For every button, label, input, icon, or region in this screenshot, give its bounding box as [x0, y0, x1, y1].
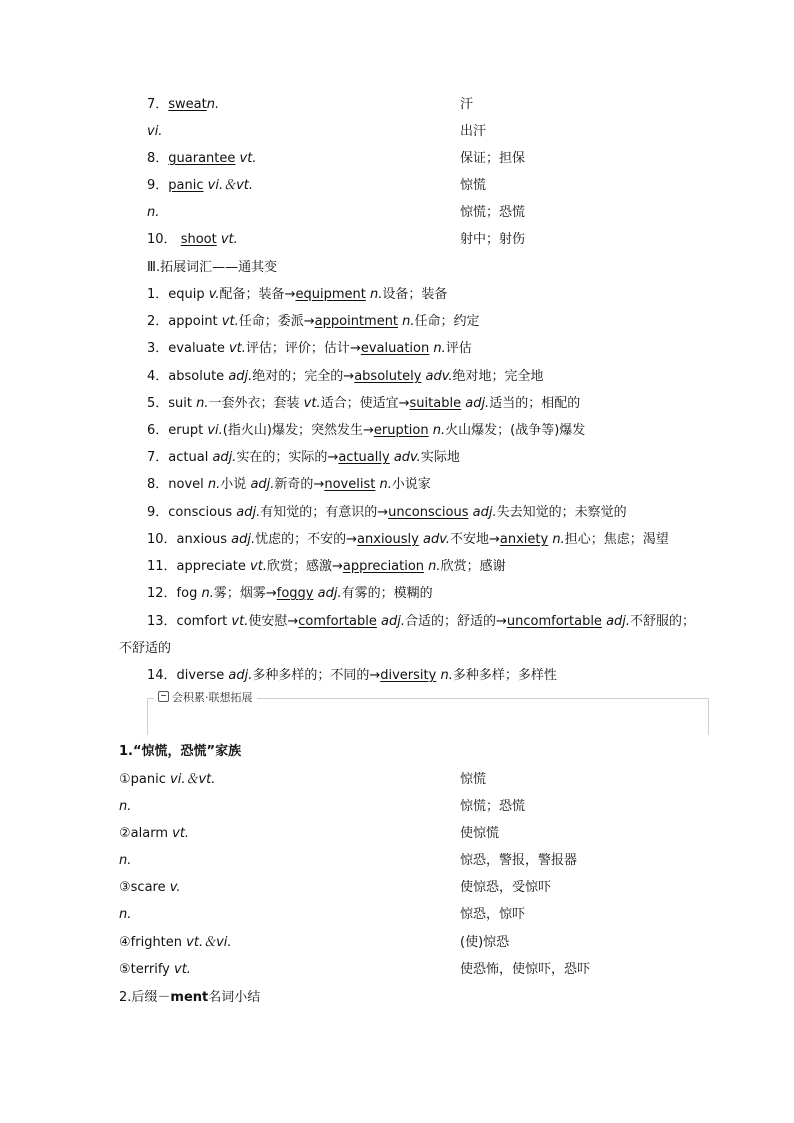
family-meaning: 惊慌；恐慌 [460, 799, 526, 814]
item-number: 9． [147, 505, 169, 520]
box-label-text: 会积累·联想拓展 [172, 691, 253, 704]
extension-row [0, 502, 794, 524]
family-meaning: 惊恐，警报，警报器 [460, 853, 578, 868]
base-word: suit [168, 396, 197, 411]
item-marker: ④ [119, 935, 131, 950]
arrow-icon: → [349, 341, 361, 356]
extension-entry [147, 393, 580, 415]
derived-word: comfortable [298, 614, 377, 629]
vocab-row [0, 121, 794, 143]
extension-row [0, 529, 794, 551]
family-entry [119, 877, 181, 899]
derived-word: anxiety [499, 532, 549, 547]
vocab-word: sweat [168, 97, 207, 112]
family-word: panic [130, 772, 171, 787]
family-meaning: 使惊慌 [460, 826, 500, 841]
item-marker: ② [119, 826, 131, 841]
extension-entry [147, 611, 695, 633]
word-meaning: 评估 [445, 341, 472, 356]
extension-entry [147, 366, 544, 388]
vocab-meaning: 射中；射伤 [460, 232, 526, 247]
word-meaning: 合适的；舒适的 [404, 614, 496, 629]
vocab-entry [147, 229, 238, 251]
arrow-icon: → [343, 369, 355, 384]
arrow-icon: → [331, 559, 343, 574]
word-meaning: 使安慰 [248, 614, 288, 629]
item-number: 1． [147, 287, 169, 302]
word-meaning: 有知觉的；有意识的 [260, 505, 378, 520]
part-of-speech: vt. [231, 614, 249, 629]
extension-row [0, 393, 794, 415]
suffix-title [119, 987, 260, 1009]
part-of-speech: vt. [303, 396, 321, 411]
vocab-meaning: 汗 [460, 97, 474, 112]
item-number: 14． [147, 668, 177, 683]
item-number: 8． [147, 477, 169, 492]
family-word: terrify [130, 962, 174, 977]
part-of-speech: adv. [389, 450, 421, 465]
item-number: 2． [147, 314, 169, 329]
vocab-entry [147, 94, 219, 116]
derived-word: evaluation [360, 341, 430, 356]
vocab-row [0, 175, 794, 197]
part-of-speech: adj. [461, 396, 490, 411]
family-entry [119, 769, 215, 791]
part-of-speech: n. [119, 799, 132, 814]
item-marker: ⑤ [119, 962, 131, 977]
item-number: 6． [147, 423, 169, 438]
arrow-icon: → [369, 668, 381, 683]
extension-entry [147, 338, 472, 360]
box-label [154, 690, 257, 706]
arrow-icon: → [313, 477, 325, 492]
extension-entry [147, 474, 431, 496]
family-row [0, 796, 794, 818]
arrow-icon: → [327, 450, 339, 465]
derived-word: actually [338, 450, 390, 465]
word-meaning: 设备；装备 [382, 287, 448, 302]
part-of-speech: v. [169, 880, 181, 895]
word-meaning: 任命；委派 [238, 314, 304, 329]
base-word: equip [168, 287, 209, 302]
vocab-entry [147, 148, 256, 170]
part-of-speech: vt. [221, 314, 239, 329]
word-meaning: 一套外衣；套装 [208, 396, 300, 411]
word-meaning: 配备；装备 [219, 287, 285, 302]
family-title: 1.“惊慌，恐慌”家族 [119, 744, 242, 759]
part-of-speech: n. [206, 97, 220, 112]
family-meaning: 使恐怖，使惊吓，恐吓 [460, 962, 591, 977]
family-meaning: 使惊恐，受惊吓 [460, 880, 552, 895]
family-heading [0, 741, 794, 763]
base-word: evaluate [168, 341, 229, 356]
family-row [0, 850, 794, 872]
part-of-speech: n. [147, 205, 160, 220]
family-word: scare [130, 880, 170, 895]
item-number: 8． [147, 151, 169, 166]
part-of-speech: adj. [231, 532, 256, 547]
arrow-icon: → [287, 614, 299, 629]
word-meaning: 不舒适的 [119, 641, 172, 656]
part-of-speech: vt. [250, 559, 267, 574]
minus-square-icon [158, 691, 169, 702]
extension-row [0, 311, 794, 333]
part-of-speech: adj. [601, 614, 631, 629]
suffix-title-part: ment [170, 990, 209, 1005]
extension-row [0, 447, 794, 469]
item-number: 7． [147, 450, 169, 465]
word-meaning: 欣赏；感谢 [440, 559, 506, 574]
section-title: Ⅲ.拓展词汇——通其变 [147, 260, 278, 275]
extension-row-wrap [0, 638, 794, 660]
part-of-speech: n. [201, 586, 214, 601]
item-number: 11． [147, 559, 177, 574]
base-word: appreciate [176, 559, 251, 574]
derived-word: equipment [295, 287, 366, 302]
arrow-icon: → [495, 614, 507, 629]
extension-row [0, 556, 794, 578]
family-row [0, 769, 794, 791]
base-word: novel [168, 477, 208, 492]
word-meaning: 小说 [220, 477, 247, 492]
part-of-speech: vt. [239, 151, 257, 166]
derived-word: eruption [373, 423, 429, 438]
item-number: 9． [147, 178, 169, 193]
vocab-row [0, 202, 794, 224]
word-meaning: 失去知觉的；未察觉的 [496, 505, 627, 520]
extension-row [0, 665, 794, 687]
arrow-icon: → [346, 532, 358, 547]
word-meaning: 适当的；相配的 [489, 396, 581, 411]
family-meaning: (使)惊恐 [460, 935, 510, 950]
part-of-speech: vt. [174, 962, 191, 977]
part-of-speech: adj. [468, 505, 497, 520]
part-of-speech: vi. [207, 423, 223, 438]
part-of-speech: vi.＆vt. [170, 772, 216, 787]
part-of-speech: adv. [421, 369, 453, 384]
part-of-speech: adv. [418, 532, 450, 547]
extension-entry [147, 665, 557, 687]
family-entry [119, 932, 232, 954]
word-meaning: 有雾的；模糊的 [341, 586, 433, 601]
suffix-title-part: 2.后缀－ [119, 990, 171, 1005]
part-of-speech: n. [119, 853, 132, 868]
vocab-entry [147, 175, 253, 197]
extension-entry [147, 420, 585, 442]
item-number: 10． [147, 232, 177, 247]
family-entry [119, 959, 191, 981]
extension-row [0, 366, 794, 388]
base-word: erupt [168, 423, 208, 438]
arrow-icon: → [265, 586, 277, 601]
base-word: conscious [168, 505, 237, 520]
part-of-speech: vt. [228, 341, 246, 356]
item-marker: ① [119, 772, 131, 787]
family-row [0, 877, 794, 899]
part-of-speech: adj. [376, 614, 405, 629]
derived-word: appreciation [342, 559, 425, 574]
word-meaning: (指火山)爆发；突然发生 [222, 423, 363, 438]
part-of-speech: adj. [228, 668, 253, 683]
word-meaning: 担心；焦虑；渴望 [564, 532, 669, 547]
item-number: 5． [147, 396, 169, 411]
extension-entry [147, 556, 506, 578]
derived-word: novelist [324, 477, 376, 492]
vocab-meaning: 出汗 [460, 124, 487, 139]
item-number: 13． [147, 614, 177, 629]
part-of-speech: n. [398, 314, 415, 329]
word-meaning: 适合；使适宜 [320, 396, 399, 411]
family-meaning: 惊恐，惊吓 [460, 907, 526, 922]
word-meaning: 不安地 [449, 532, 489, 547]
item-number: 10． [147, 532, 177, 547]
vocab-row [0, 148, 794, 170]
suffix-title-part: 名词小结 [208, 990, 261, 1005]
section-heading [0, 257, 794, 279]
vocab-meaning: 惊慌；恐慌 [460, 205, 526, 220]
part-of-speech: vt. [220, 232, 238, 247]
family-entry [119, 796, 131, 818]
suffix-heading [0, 987, 794, 1009]
word-meaning: 任命；约定 [414, 314, 480, 329]
word-meaning: 雾；烟雾 [213, 586, 266, 601]
base-word: diverse [176, 668, 229, 683]
family-row [0, 932, 794, 954]
base-word: actual [168, 450, 213, 465]
item-number: 3． [147, 341, 169, 356]
part-of-speech: vt.＆vi. [186, 935, 232, 950]
extension-entry [147, 583, 433, 605]
extension-entry [147, 311, 480, 333]
extension-entry [147, 284, 447, 306]
word-meaning: 新奇的 [274, 477, 314, 492]
extension-row [0, 474, 794, 496]
word-meaning: 绝对地；完全地 [452, 369, 544, 384]
derived-word: anxiously [357, 532, 419, 547]
vocab-row [0, 229, 794, 251]
part-of-speech: n. [436, 668, 453, 683]
derived-word: suitable [409, 396, 462, 411]
family-word: frighten [130, 935, 187, 950]
derived-word: unconscious [388, 505, 469, 520]
part-of-speech: n. [365, 287, 383, 302]
arrow-icon: → [398, 396, 410, 411]
part-of-speech: vi.＆vt. [207, 178, 254, 193]
derived-word: foggy [276, 586, 314, 601]
arrow-icon: → [284, 287, 296, 302]
word-meaning: 不舒服的； [630, 614, 696, 629]
derived-word: appointment [314, 314, 399, 329]
extension-entry [147, 529, 669, 551]
base-word: comfort [176, 614, 232, 629]
base-word: fog [176, 586, 202, 601]
word-meaning: 多种多样的；不同的 [252, 668, 370, 683]
part-of-speech: adj. [228, 369, 253, 384]
derived-word: absolutely [354, 369, 422, 384]
extension-row [0, 611, 794, 633]
item-number: 12． [147, 586, 177, 601]
part-of-speech: adj. [250, 477, 275, 492]
base-word: anxious [176, 532, 232, 547]
extension-entry [147, 447, 460, 469]
family-row [0, 959, 794, 981]
word-meaning: 评估；评价；估计 [245, 341, 350, 356]
derived-word: uncomfortable [506, 614, 602, 629]
base-word: absolute [168, 369, 229, 384]
extension-row [0, 583, 794, 605]
part-of-speech: n. [548, 532, 565, 547]
vocab-row [0, 94, 794, 116]
word-meaning: 欣赏；感激 [266, 559, 332, 574]
family-entry [119, 904, 131, 926]
part-of-speech: n. [424, 559, 441, 574]
part-of-speech: n. [207, 477, 221, 492]
word-meaning: 多种多样；多样性 [452, 668, 557, 683]
word-meaning: 实际地 [420, 450, 460, 465]
base-word: appoint [168, 314, 222, 329]
vocab-word: panic [168, 178, 204, 193]
extension-row [0, 338, 794, 360]
part-of-speech: n. [429, 341, 446, 356]
part-of-speech: vt. [172, 826, 190, 841]
arrow-icon: → [303, 314, 315, 329]
family-entry [119, 823, 189, 845]
part-of-speech: n. [428, 423, 446, 438]
vocab-meaning: 惊慌 [460, 178, 487, 193]
extension-entry [147, 502, 627, 524]
word-meaning: 火山爆发；(战争等)爆发 [445, 423, 586, 438]
accumulate-box [147, 691, 709, 735]
family-row [0, 823, 794, 845]
part-of-speech: n. [375, 477, 392, 492]
word-meaning: 实在的；实际的 [236, 450, 328, 465]
part-of-speech: vi. [147, 124, 163, 139]
vocab-word: shoot [180, 232, 217, 247]
part-of-speech: v. [208, 287, 220, 302]
part-of-speech: adj. [212, 450, 237, 465]
family-meaning: 惊慌 [460, 772, 487, 787]
derived-word: diversity [380, 668, 437, 683]
item-number: 4． [147, 369, 169, 384]
family-row [0, 904, 794, 926]
vocab-word: guarantee [168, 151, 236, 166]
item-marker: ③ [119, 880, 131, 895]
arrow-icon: → [377, 505, 389, 520]
arrow-icon: → [362, 423, 374, 438]
family-word: alarm [130, 826, 173, 841]
family-entry [119, 850, 131, 872]
word-meaning: 忧虑的；不安的 [255, 532, 347, 547]
part-of-speech: adj. [313, 586, 342, 601]
extension-row [0, 284, 794, 306]
word-meaning: 绝对的；完全的 [252, 369, 344, 384]
extension-row [0, 420, 794, 442]
part-of-speech: n. [196, 396, 209, 411]
arrow-icon: → [488, 532, 500, 547]
item-number: 7． [147, 97, 169, 112]
vocab-meaning: 保证；担保 [460, 151, 526, 166]
part-of-speech: n. [119, 907, 132, 922]
word-meaning: 小说家 [391, 477, 431, 492]
part-of-speech: adj. [236, 505, 261, 520]
